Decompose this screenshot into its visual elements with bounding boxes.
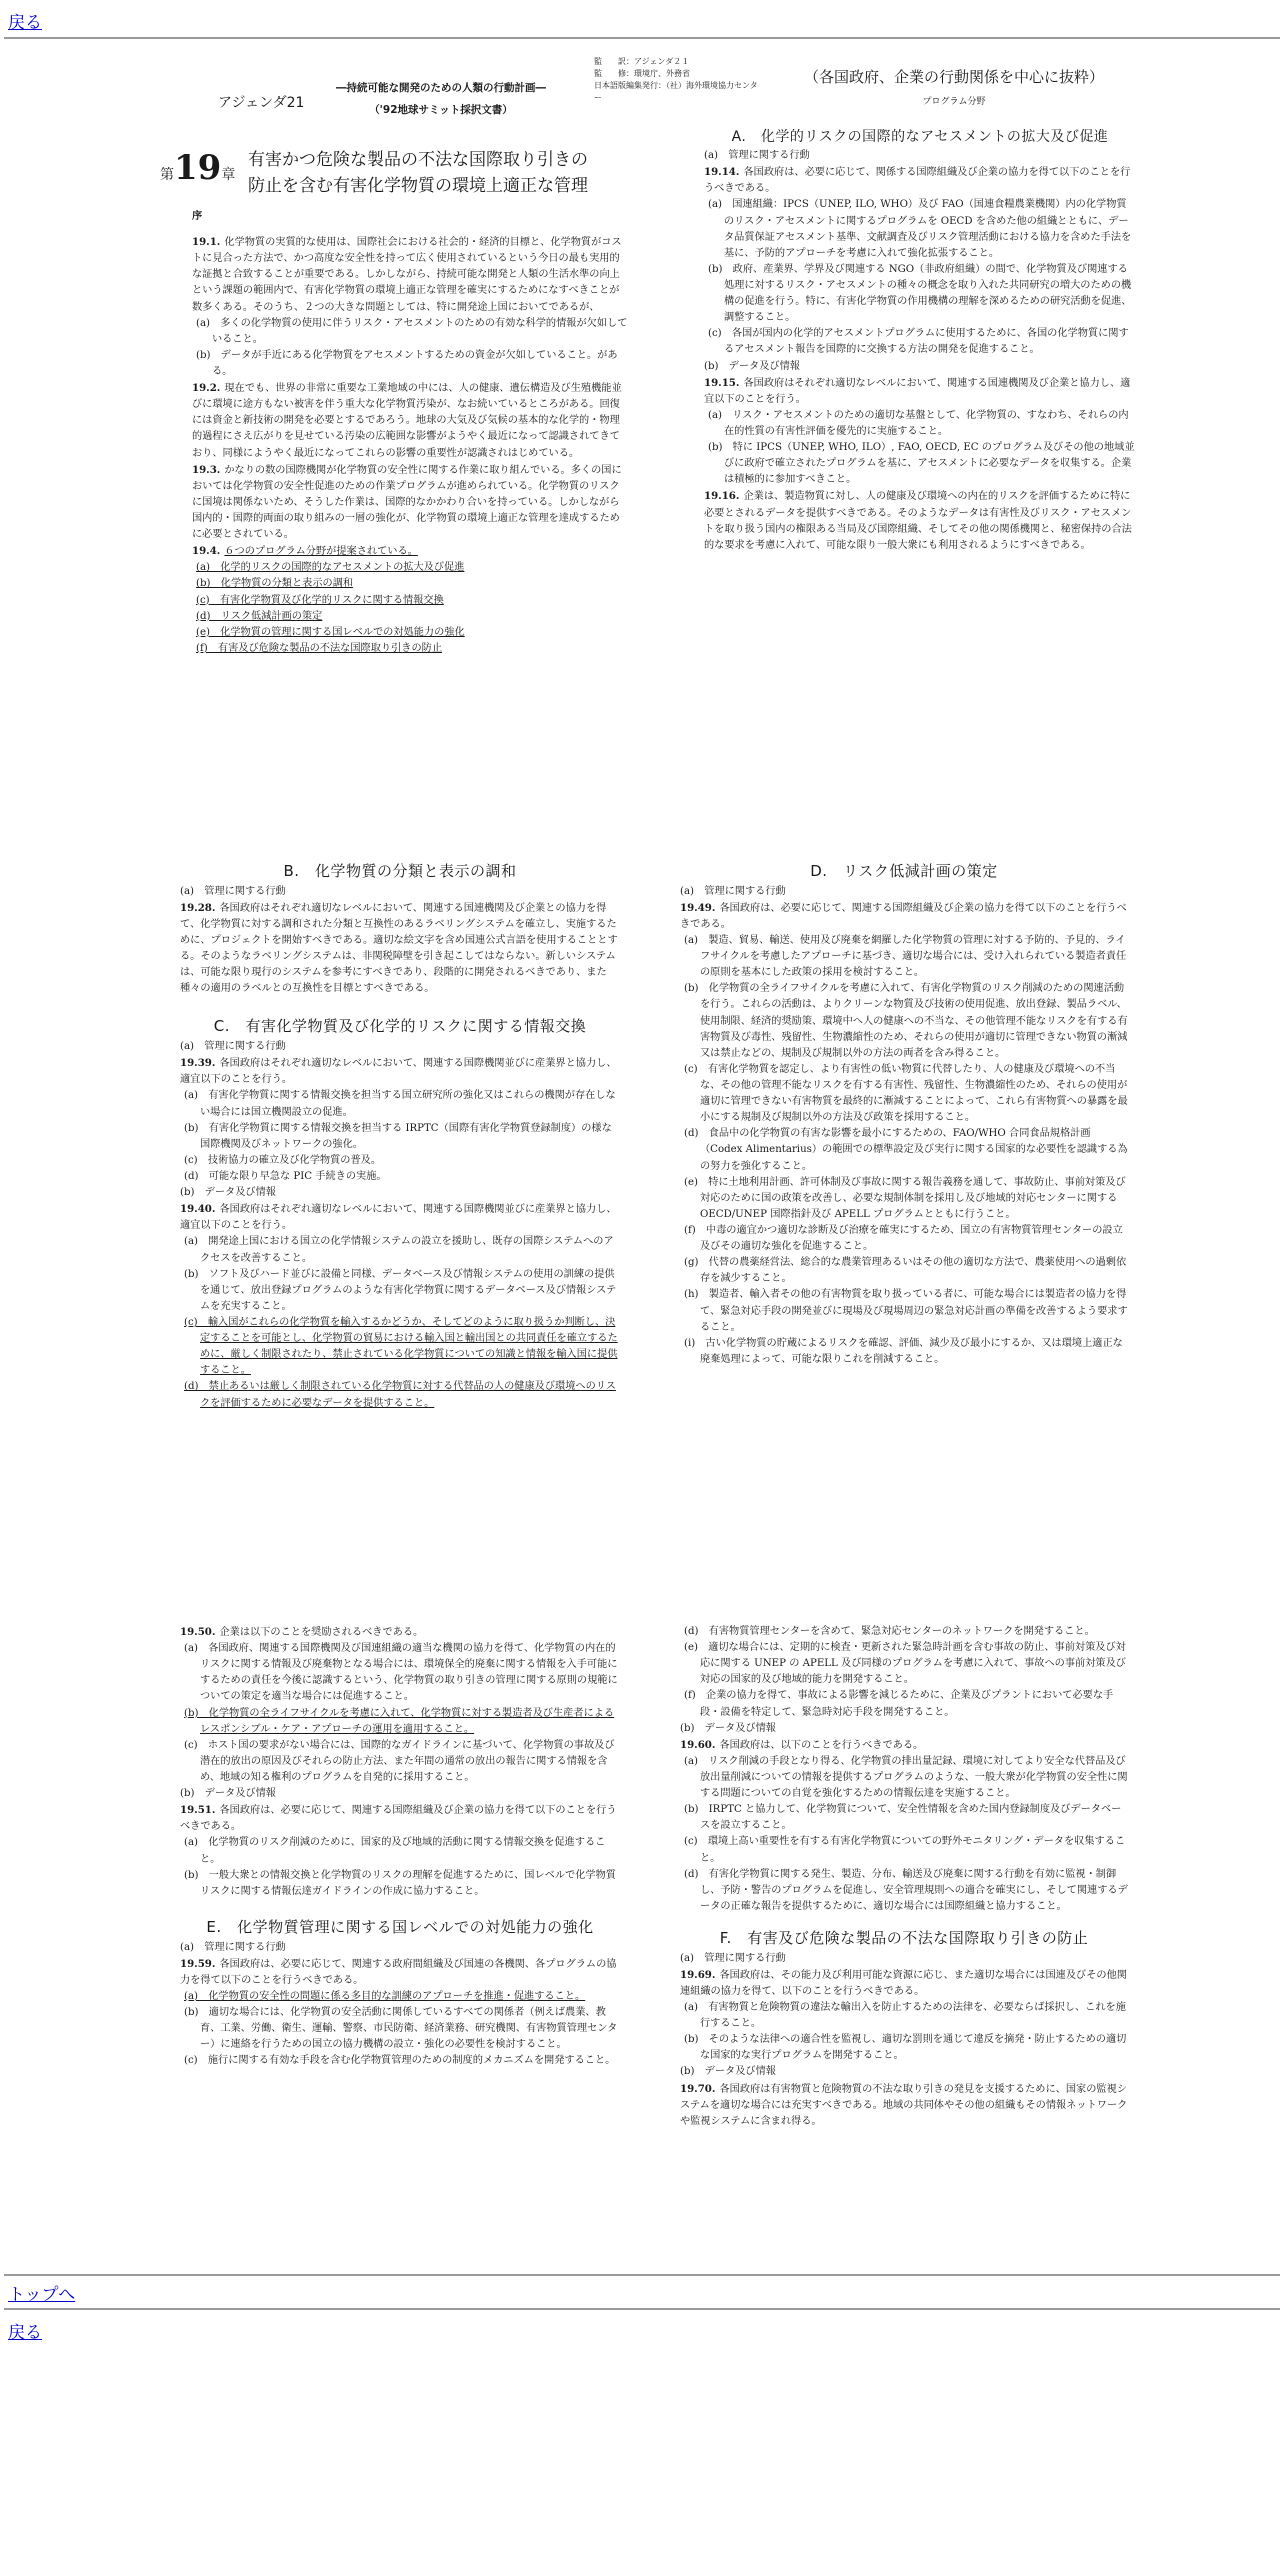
section-d-heading: D. リスク低減計画の策定 bbox=[810, 862, 998, 880]
chapter-prefix: 第 bbox=[160, 167, 174, 183]
paragraph-19-15 bbox=[704, 375, 1136, 408]
page3-right-column bbox=[680, 1624, 1128, 2260]
list-item: (a) 有害化学物質に関する情報交換を担当する国立研究所の強化又はこれらの機関が存在しない場合には国立機関設立の促進。 bbox=[184, 1090, 616, 1118]
list-item: (b) 一般大衆との情報交換と化学物質のリスクの理解を促進するために、国レベルで化学物質リスクに関する情報伝達ガイドラインの作成に協力すること。 bbox=[184, 1869, 616, 1897]
preface-heading: 序 bbox=[192, 210, 203, 222]
list-item: (a) 開発途上国における国立の化学情報システムの設立を援助し、既存の国際システムへのアクセスを改善すること。 bbox=[184, 1236, 614, 1264]
to-top-link[interactable]: トップへ bbox=[8, 2285, 76, 2305]
subheading: (a) 管理に関する行動 bbox=[680, 885, 786, 897]
para-number: 19.60. bbox=[680, 1738, 716, 1751]
para-number: 19.49. bbox=[680, 901, 716, 914]
para-number: 19.2. bbox=[192, 382, 221, 395]
list-item: (b) データが手近にある化学物質をアセスメントするための資金が欠如していること。がある。 bbox=[196, 349, 618, 377]
subheading: (b) データ及び情報 bbox=[180, 1187, 276, 1199]
right-paren-note: （各国政府、企業の行動関係を中心に抜粋） bbox=[803, 68, 1104, 86]
paragraph-19-59 bbox=[180, 1956, 620, 1989]
subheading: (a) 管理に関する行動 bbox=[704, 150, 810, 162]
plan-title: ―持続可能な開発のための人類の行動計画― bbox=[336, 82, 546, 94]
list-item: (d) リスク低減計画の策定 bbox=[196, 610, 323, 622]
paragraph-19-50 bbox=[180, 1624, 620, 1641]
para-number: 19.51. bbox=[180, 1804, 216, 1817]
paragraph-19-4 bbox=[192, 543, 628, 560]
section-f-heading: F. 有害及び危険な製品の不法な国際取り引きの防止 bbox=[719, 1928, 1089, 1947]
para-number: 19.16. bbox=[704, 490, 740, 503]
para-text: 各国政府は、必要に応じて、関係する国際組織及び企業の協力を得て以下のことを行うべきである。 bbox=[704, 167, 1131, 195]
divider-middle bbox=[4, 2274, 1280, 2276]
para-text: 各国政府は、必要に応じて、関連する政府間組織及び国連の各機関、各プログラムの協力を得て以下のことを行うべきである。 bbox=[180, 1958, 617, 1986]
list-item: (a) 化学物質のリスク削減のために、国家的及び地域的活動に関する情報交換を促進すること。 bbox=[184, 1837, 606, 1865]
page1-left-column bbox=[192, 208, 628, 768]
chapter-title-line: 防止を含む有害化学物質の環境上適正な管理 bbox=[248, 175, 588, 196]
list-item: (b) 政府、産業界、学界及び関連する NGO（非政府組織）の間で、化学物質及び関連する処理に対するリスク・アセスメントの種々の概念を取り入れた共同研究の増大のための機構の促進を行う。特に、有害化学物質の作用機構の理解を深めるための研究活動を促進、調整すること。 bbox=[708, 263, 1132, 324]
page1-right-column bbox=[704, 126, 1136, 746]
para-number: 19.1. bbox=[192, 236, 221, 249]
paragraph-19-1 bbox=[192, 234, 628, 316]
para-number: 19.14. bbox=[704, 166, 740, 179]
list-item: (c) 技術協力の確立及び化学物質の普及。 bbox=[184, 1154, 382, 1166]
list-item: (b) IRPTC と協力して、化学物質について、安全性情報を含めた国内登録制度及びデータベースを設立すること。 bbox=[684, 1804, 1122, 1832]
subheading: (a) 管理に関する行動 bbox=[180, 1941, 286, 1953]
scanned-page-1 bbox=[140, 48, 1150, 768]
para-number: 19.59. bbox=[180, 1957, 216, 1970]
paragraph-19-3 bbox=[192, 462, 628, 544]
para-number: 19.70. bbox=[680, 2082, 716, 2095]
paragraph-19-2 bbox=[192, 380, 628, 462]
subheading: (a) 管理に関する行動 bbox=[180, 1041, 286, 1053]
list-item: (g) 代替の農薬経営法、総合的な農業管理あるいはその他の適切な方法で、農薬使用への過剰依存を減少すること。 bbox=[684, 1257, 1127, 1285]
paragraph-19-16 bbox=[704, 488, 1136, 553]
list-item: (b) 特に IPCS（UNEP, WHO, ILO）, FAO, OECD, EC のプログラム及びその他の地域並びに政府で確立されたプログラムを基に、アセスメントに必要なデータを収集する。企業は積極的に参加すべきこと。 bbox=[708, 442, 1135, 486]
divider-bottom bbox=[4, 2308, 1280, 2310]
para-text: 現在でも、世界の非常に重要な工業地域の中には、人の健康、遺伝構造及び生殖機能並びに環境に途方もない被害を伴う重大な化学物質汚染が、なお続いているところがある。回復には資金と新技術の開発を必要とするであろう。地球の大気及び気候の基本的な化学的・物理的過程にさえ広がりを見せている汚染の広範囲な影響がようやく最近になって認識されてきており、同様にようやく最近になってこれらの影響の重要性が認識されはじめている。 bbox=[192, 383, 622, 459]
chapter-number bbox=[160, 148, 235, 188]
para-number: 19.3. bbox=[192, 463, 221, 476]
paragraph-19-49 bbox=[680, 900, 1128, 933]
list-item: (c) 輸入国がこれらの化学物質を輸入するかどうか、そしてどのように取り扱うか判断し、決定することを可能とし、化学物質の貿易における輸入国と輸出国との共同責任を確立するために、厳しく制限されたり、禁止されている化学物質についての知識と情報を輸入国に提供すること。 bbox=[184, 1317, 618, 1377]
list-item: (f) 中毒の適宜かつ適切な診断及び治療を確実にするため、国立の有害物質管理センターの設立及びその適切な強化を促進すること。 bbox=[684, 1224, 1123, 1253]
para-text: かなりの数の国際機関が化学物質の安全性に関する作業に取り組んでいる。多くの国においては化学物質の安全性促進のための作業プログラムが進められている。化学物質のリスクに国境は関係ないため、そうした作業は、国際的なかかわり合いを持っている。しかしながら国内的・国際的両面の取り組みの一層の強化が、化学物質の環境上適正な管理を達成するために必要とされている。 bbox=[192, 464, 622, 541]
list-item: (d) 可能な限り早急な PIC 手続きの実施。 bbox=[184, 1171, 387, 1183]
paragraph-19-39 bbox=[180, 1055, 620, 1088]
list-item: (i) 古い化学物質の貯蔵によるリスクを確認、評価、減少及び最小にするか、又は環境上適正な廃棄処理によって、可能な限りこれを削減すること。 bbox=[684, 1337, 1123, 1365]
list-item: (b) 化学物質の分類と表示の調和 bbox=[196, 578, 354, 590]
para-text: 各国政府は有害物質と危険物質の不法な取り引きの発見を支援するために、国家の監視システムを適切な場合には充実すべきである。地域の共同体やその他の組織もその情報ネットワークや監視システムに含まれ得る。 bbox=[680, 2083, 1128, 2127]
subheading: (b) データ及び情報 bbox=[180, 1788, 276, 1800]
chapter-title-line: 有害かつ危険な製品の不法な国際取り引きの bbox=[248, 150, 588, 170]
subheading: (b) データ及び情報 bbox=[680, 2066, 776, 2078]
list-item: (d) 有害物質管理センターを含めて、緊急対応センターのネットワークを開発すること。 bbox=[684, 1626, 1095, 1637]
para-number: 19.40. bbox=[180, 1203, 216, 1216]
back-link-top[interactable]: 戻る bbox=[8, 13, 42, 33]
section-a-heading: A. 化学的リスクの国際的なアセスメントの拡大及び促進 bbox=[731, 129, 1109, 145]
para-text: 各国政府はそれぞれ適切なレベルにおいて、関連する国連機関及び企業と協力し、適宜以下のことを行う。 bbox=[704, 377, 1131, 405]
credit-line: 日本語版編集発行：（社）海外環境協力センター bbox=[594, 81, 758, 102]
chapter-suffix: 章 bbox=[221, 167, 236, 183]
para-text: 各国政府はそれぞれ適切なレベルにおいて、関連する国際機関並びに産業界と協力し、適宜以下のことを行う。 bbox=[180, 1058, 617, 1086]
list-item: (e) 特に土地利用計画、許可体制及び事故に関する報告義務を通して、事故防止、事前対策及び対応のために国の政策を改善し、必要な規制体制を採用し及び地域的対応センターに関する OECD/UNEP 国際指針及び APELL プログラムとともに行うこと。 bbox=[684, 1176, 1126, 1220]
section-e-heading: E. 化学物質管理に関する国レベルでの対処能力の強化 bbox=[206, 1917, 594, 1936]
list-item: (a) 化学物質の安全性の問題に係る多目的な訓練のアプローチを推進・促進すること。 bbox=[184, 1990, 586, 2002]
list-item: (a) 国連組織：IPCS（UNEP, ILO, WHO）及び FAO（国連食糧農業機関）内の化学物質のリスク・アセスメントに関するプログラムを OECD を含めた他の組織とともに、データ品質保証アセスメント基準、文献調査及びリスク管理活動における協力を含めた手法を基に、予防的アプローチを考慮に入れて強化拡張すること。 bbox=[708, 199, 1132, 259]
chapter-title bbox=[248, 148, 628, 199]
list-item: (a) 製造、貿易、輸送、使用及び廃棄を網羅した化学物質の管理に対する予防的、予見的、ライフサイクルを考慮したアプローチに基づき、適切な場合には、受け入れられている製造者責任の原則を基本にした政策の採用を検討すること。 bbox=[684, 935, 1127, 979]
list-item: (c) 有害化学物質及び化学的リスクに関する情報交換 bbox=[196, 594, 444, 606]
list-item: (d) 有害化学物質に関する発生、製造、分布、輸送及び廃棄に関する行動を有効に監視・制御し、予防・警告のプログラムを促進し、安全管理規則への適合を確実にし、そして関連するデータの正確な報告を提供するために、適切な場合には国際組織と協力すること。 bbox=[684, 1868, 1128, 1912]
list-item: (c) 環境上高い重要性を有する有害化学物質についての野外モニタリング・データを収集すること。 bbox=[684, 1836, 1126, 1864]
list-item: (c) 有害化学物質を認定し、より有害性の低い物質に代替したり、人の健康及び環境への不当な、その他の管理不能なリスクを有する有害性、残留性、生物濃縮性のため、それらの使用が適切に管理できない有害物質を最終的に漸減することによって、これら有害物質への暴露を最小にする規制及び規制以外の方法及び政策を採用すること。 bbox=[684, 1063, 1128, 1124]
credit-line: 監 訳：アジェンダ２１ bbox=[594, 57, 690, 66]
subheading: (a) 管理に関する行動 bbox=[680, 1952, 786, 1964]
list-item: (b) 適切な場合には、化学物質の安全活動に関係しているすべての関係者（例えば農業、教育、工業、労働、衛生、運輸、警察、市民防衛、経済業務、研究機関、有害物質管理センター）に連絡を行うための国立の協力機構の設立・強化の必要性を検討すること。 bbox=[184, 2006, 618, 2051]
page2-right-column bbox=[680, 860, 1128, 1580]
paragraph-19-51 bbox=[180, 1802, 620, 1835]
para-text: ６つのプログラム分野が提案されている。 bbox=[224, 546, 418, 558]
list-item: (f) 有害及び危険な製品の不法な国際取り引きの防止 bbox=[196, 642, 443, 654]
list-item: (e) 化学物質の管理に関する国レベルでの対処能力の強化 bbox=[196, 626, 465, 638]
list-item: (d) 食品中の化学物質の有害な影響を最小にするための、FAO/WHO 合同食品規格計画（Codex Alimentarius）の範囲での標準設定及び実行に関する国家的な必要性を認識する為の努力を強化すること。 bbox=[684, 1128, 1128, 1172]
paragraph-19-40 bbox=[180, 1201, 620, 1234]
list-item: (b) 化学物質の全ライフサイクルを考慮に入れて、化学物質に対する製造者及び生産者によるレスポンシブル・ケア・アプローチの運用を適用すること。 bbox=[184, 1707, 615, 1735]
para-text: 企業は以下のことを奨励されるべきである。 bbox=[219, 1627, 424, 1638]
list-item: (h) 製造者、輸入者その他の有害物質を取り扱っている者に、可能な場合には製造者の協力を得て、緊急対応手段の開発並びに現場及び現場周辺の緊急対応計画の準備を改善するよう要求すること。 bbox=[684, 1289, 1128, 1333]
para-number: 19.4. bbox=[192, 545, 221, 558]
chapter-no: 19 bbox=[174, 148, 222, 188]
paragraph-19-28 bbox=[180, 900, 620, 998]
paragraph-19-70 bbox=[680, 2081, 1128, 2130]
list-item: (d) 禁止あるいは厳しく制限されている化学物質に対する代替品の人の健康及び環境へのリスクを評価するために必要なデータを提供すること。 bbox=[184, 1381, 616, 1409]
para-text: 各国政府はそれぞれ適切なレベルにおいて、関連する国連機関及び企業との協力を得て、化学物質に対する調和された分類と互換性のあるラベリングシステムを確立し、実施するために、プロジェクトを開始すべきである。適切な絵文字を含め国連公式言語を使用することとする。そのようなラベリングシステムは、非関税障壁を引き起こしてはならない。新しいシステムは、可能な限り現行のシステムを参考にすべきであり、段階的に開発されるべきであり、また種々の適用のラベルとの互換性を目標とすべきである。 bbox=[180, 902, 618, 995]
scanned-page-3 bbox=[140, 1620, 1150, 2260]
para-number: 19.69. bbox=[680, 1968, 716, 1981]
list-item: (a) 有害物質と危険物質の違法な輸出入を防止するための法律を、必要ならば採択し、これを施行すること。 bbox=[684, 2001, 1126, 2030]
credits bbox=[594, 56, 764, 104]
list-item: (c) 施行に関する有効な手段を含む化学物質管理のための制度的メカニズムを開発すること。 bbox=[184, 2055, 616, 2067]
list-item: (f) 企業の協力を得て、事故による影響を減じるために、企業及びプラントにおいて必要な手段・設備を特定して、緊急時対応手段を開発すること。 bbox=[684, 1690, 1114, 1718]
paragraph-19-69 bbox=[680, 1967, 1128, 2000]
page2-left-column bbox=[180, 860, 620, 1580]
list-item: (a) 各国政府、関連する国際機関及び国連組織の適当な機関の協力を得て、化学物質の内在的リスクに関する情報及び廃棄物となる場合には、環境保全的廃棄に関する情報を入手可能にするための責任を今後に認識するという、化学物質の取り引きの管理に関する原則の規範についての策定を適当な場合には促進すること。 bbox=[184, 1643, 618, 1703]
para-text: 化学物質の実質的な使用は、国際社会における社会的・経済的目標と、化学物質がコストに見合った方法で、かつ高度な安全性を持って広く使用されているという今日の最も実用的な証拠と合致することが重要である。しかしながら、持続可能な開発と人類の生活水準の向上という課題の範囲内で、有害化学物質の環境上適正な管理を確実にするためになすべきことが数多くある。そのうち、２つの大きな問題としては、特に開発途上国においてであるが、 bbox=[192, 237, 622, 313]
program-label: プログラム分野 bbox=[922, 97, 986, 107]
subheading: (b) データ及び情報 bbox=[704, 360, 800, 372]
subheading: (a) 管理に関する行動 bbox=[180, 885, 286, 897]
para-text: 各国政府はそれぞれ適切なレベルにおいて、関連する国際機関並びに産業界と協力し、適宜以下のことを行う。 bbox=[180, 1204, 617, 1232]
list-item: (a) リスク削減の手段となり得る、化学物質の排出量記録、環境に対してより安全な代替品及び放出量削減についての情報を提供するプログラムのような、一般大衆が化学物質の安全性に関する問題についての自覚を強化するための情報伝達を実施すること。 bbox=[684, 1755, 1128, 1800]
list-item: (b) ソフト及びハード並びに設備と同様、データベース及び情報システムの使用の訓練の提供を通じて、放出登録プログラムのような有害化学物質に関するデータベース及び情報システムを充実すること。 bbox=[184, 1268, 617, 1312]
para-number: 19.39. bbox=[180, 1057, 216, 1070]
list-item: (b) 有害化学物質に関する情報交換を担当する IRPTC（国際有害化学物質登録制度）の様な国際機関及びネットワークの強化。 bbox=[184, 1122, 612, 1150]
list-item: (a) 多くの化学物質の使用に伴うリスク・アセスメントのための有効な科学的情報が欠如していること。 bbox=[196, 317, 628, 345]
section-c-heading: C. 有害化学物質及び化学的リスクに関する情報交換 bbox=[213, 1017, 587, 1036]
para-text: 各国政府は、必要に応じて、関連する国際組織及び企業の協力を得て以下のことを行うべきである。 bbox=[180, 1805, 617, 1833]
para-number: 19.15. bbox=[704, 376, 740, 389]
plan-subtitle: （'92地球サミット採択文書） bbox=[369, 104, 513, 116]
paragraph-19-14 bbox=[704, 164, 1136, 197]
list-item: (c) 各国が国内の化学的アセスメントプログラムに使用するために、各国の化学物質に関するアセスメント報告を国際的に交換する方法の開発を促進すること。 bbox=[708, 328, 1129, 356]
scanned-page-2 bbox=[140, 850, 1150, 1580]
para-text: 各国政府は、以下のことを行うべきである。 bbox=[719, 1739, 924, 1751]
list-item: (a) 化学的リスクの国際的なアセスメントの拡大及び促進 bbox=[196, 562, 465, 574]
para-text: 企業は、製造物質に対し、人の健康及び環境への内在的リスクを評価するために特に必要とされるデータを提供すべきである。そのようなデータは有害性及びリスク・アセスメントを取り扱う国内の権限ある当局及び国際組織、そしてその他の関係機関と、秘密保持の合法的な要求を考慮に入れて、可能な限り一般大衆にも利用されるようにすべきである。 bbox=[704, 491, 1132, 551]
para-number: 19.50. bbox=[180, 1626, 216, 1638]
para-text: 各国政府は、必要に応じて、関連する国際組織及び企業の協力を得て以下のことを行うべきである。 bbox=[680, 902, 1127, 930]
para-text: 各国政府は、その能力及び利用可能な資源に応じ、また適切な場合には国連及びその他関連組織の協力を得て、以下のことを行うべきである。 bbox=[680, 1969, 1127, 1997]
back-link-bottom[interactable]: 戻る bbox=[8, 2323, 42, 2343]
list-item: (e) 適切な場合には、定期的に検査・更新された緊急時計画を含む事故の防止、事前対策及び対応に関する UNEP の APELL 及び同様のプログラムを考慮に入れて、事故への事前対策及び対応の国家的及び地域的能力を開発すること。 bbox=[684, 1642, 1126, 1686]
list-item: (b) 化学物質の全ライフサイクルを考慮に入れて、有害化学物質のリスク削減のための関連活動を行う。これらの活動は、よりクリーンな物質及び技術の使用促進、放出登録、製品ラベル、使用制限、経済的奨励策、環境中へ人の健康への不当な、その他管理不能なリスクを有する有害物質及び毒性、残留性、生物濃縮性のため、それらの使用が適切に管理できない物質の漸減又は禁止などの、規制及び規制以外の方法の両者を含み得ること。 bbox=[684, 983, 1128, 1059]
list-item: (b) そのような法律への適合性を監視し、適切な罰則を通じて違反を摘発・防止するための適切な国家的な実行プログラムを開発すること。 bbox=[684, 2034, 1127, 2062]
section-b-heading: B. 化学物質の分類と表示の調和 bbox=[283, 862, 517, 880]
divider-top bbox=[4, 37, 1280, 39]
credit-line: 監 修：環境庁、外務省 bbox=[594, 69, 690, 78]
subheading: (b) データ及び情報 bbox=[680, 1722, 776, 1734]
paragraph-19-60 bbox=[680, 1737, 1128, 1754]
para-number: 19.28. bbox=[180, 901, 216, 914]
page3-left-column bbox=[180, 1624, 620, 2260]
list-item: (a) リスク・アセスメントのための適切な基盤として、化学物質の、すなわち、それらの内在的性質の有害性評価を優先的に実施すること。 bbox=[708, 409, 1129, 437]
list-item: (c) ホスト国の要求がない場合には、国際的なガイドラインに基づいて、化学物質の事故及び潜在的放出の原因及びそれらの防止方法、また年間の通常の放出の報告に関する情報を含め、地域の知る権利のプログラムを自発的に採用すること。 bbox=[184, 1739, 615, 1783]
agenda-label: アジェンダ21 bbox=[218, 95, 305, 111]
